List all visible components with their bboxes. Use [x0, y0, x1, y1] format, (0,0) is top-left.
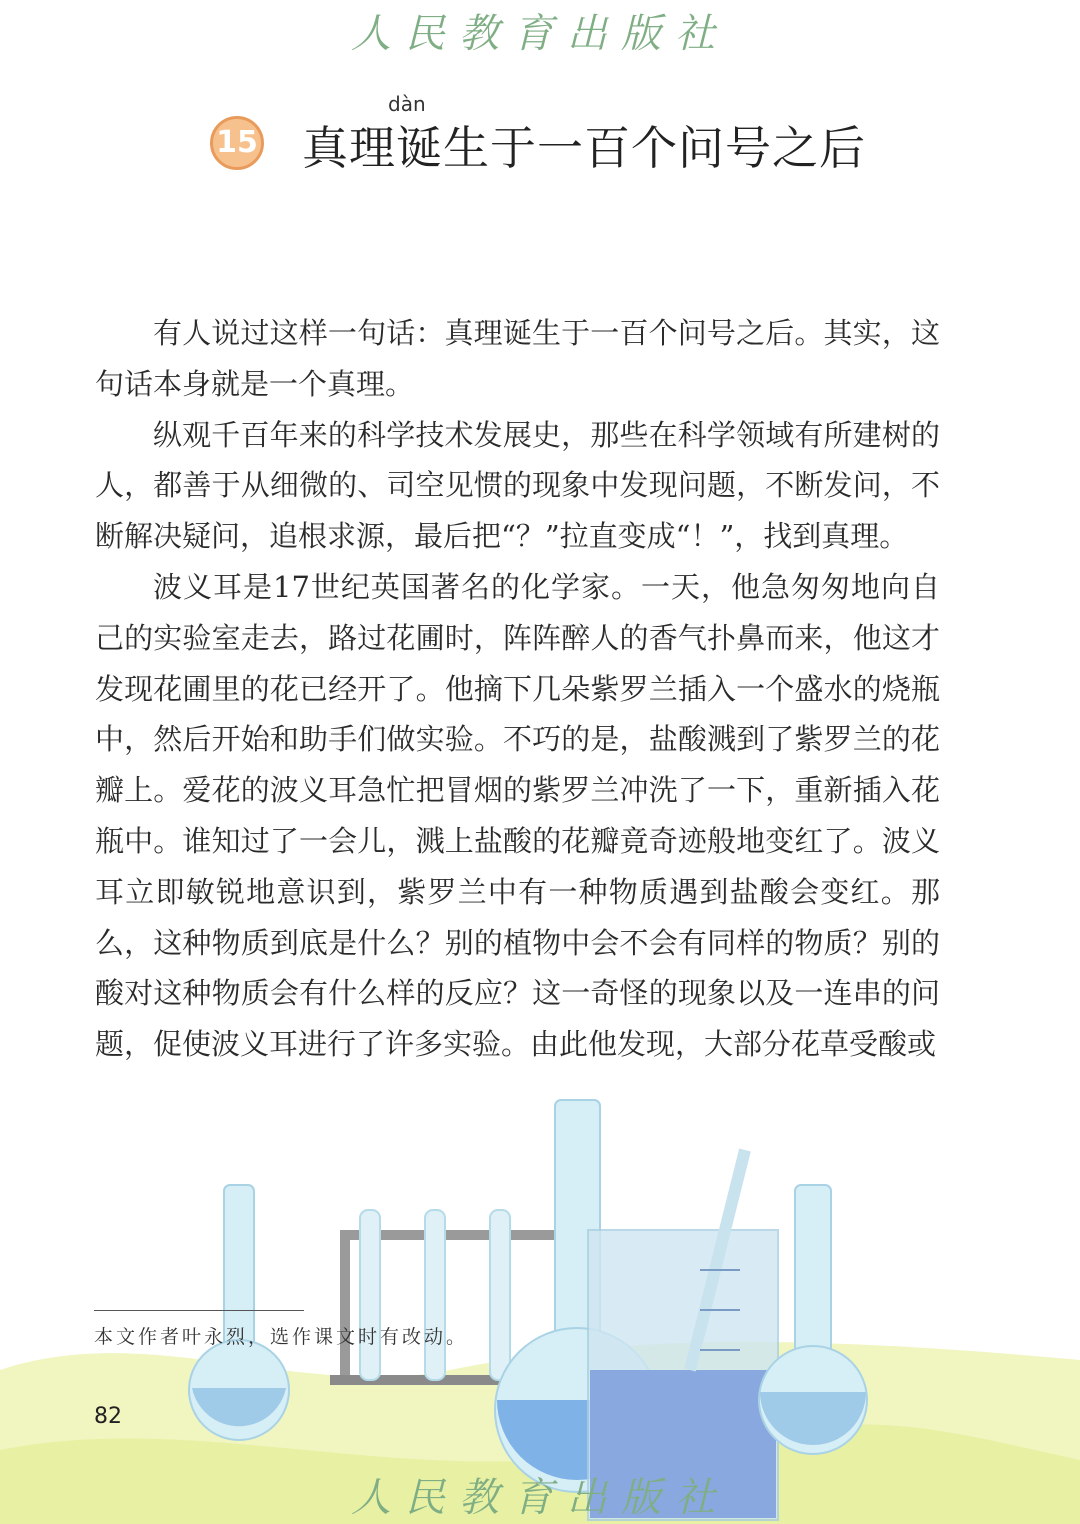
page-number: 82	[94, 1404, 122, 1429]
title-pinyin: dàn	[388, 92, 426, 116]
publisher-watermark-bottom: 人民教育出版社	[351, 1475, 729, 1521]
lesson-number-badge	[210, 116, 264, 170]
paragraph: 纵观千百年来的科学技术发展史，那些在科学领域有所建树的人，都善于从细微的、司空见惯的现象中发现问题，不断发问，不断解决疑问，追根求源，最后把“？”拉直变成“！”，找到真理。	[95, 417, 940, 554]
left-flask-icon	[189, 1185, 289, 1440]
footnote: 本文作者叶永烈，选作课文时有改动。	[94, 1326, 469, 1348]
publisher-watermark-top: 人民教育出版社	[351, 11, 729, 57]
body-text	[95, 308, 940, 1070]
beaker-icon	[588, 1150, 778, 1520]
lesson-title: 真理诞生于一百个问号之后	[302, 121, 866, 175]
paragraph: 有人说过这样一句话：真理诞生于一百个问号之后。其实，这句话本身就是一个真理。	[95, 316, 940, 401]
paragraph: 波义耳是17世纪英国著名的化学家。一天，他急匆匆地向自己的实验室走去，路过花圃时，阵阵醉人的香气扑鼻而来，他这才发现花圃里的花已经开了。他摘下几朵紫罗兰插入一个盛水的烧瓶中，然后开始和助手们做实验。不巧的是，盐酸溅到了紫罗兰的花瓣上。爱花的波义耳急忙把冒烟的紫罗兰冲洗了一下，重新插入花瓶中。谁知过了一会儿，溅上盐酸的花瓣竟奇迹般地变红了。波义耳立即敏锐地意识到，紫罗兰中有一种物质遇到盐酸会变红。那么，这种物质到底是什么？别的植物中会不会有同样的物质？别的酸对这种物质会有什么样的反应？这一奇怪的现象以及一连串的问题，促使波义耳进行了许多实验。由此他发现，大部分花草受酸或	[95, 569, 940, 1062]
lab-glassware-illustration	[0, 1070, 1080, 1524]
footnote-divider	[94, 1310, 304, 1311]
lesson-number: 15	[216, 125, 258, 160]
